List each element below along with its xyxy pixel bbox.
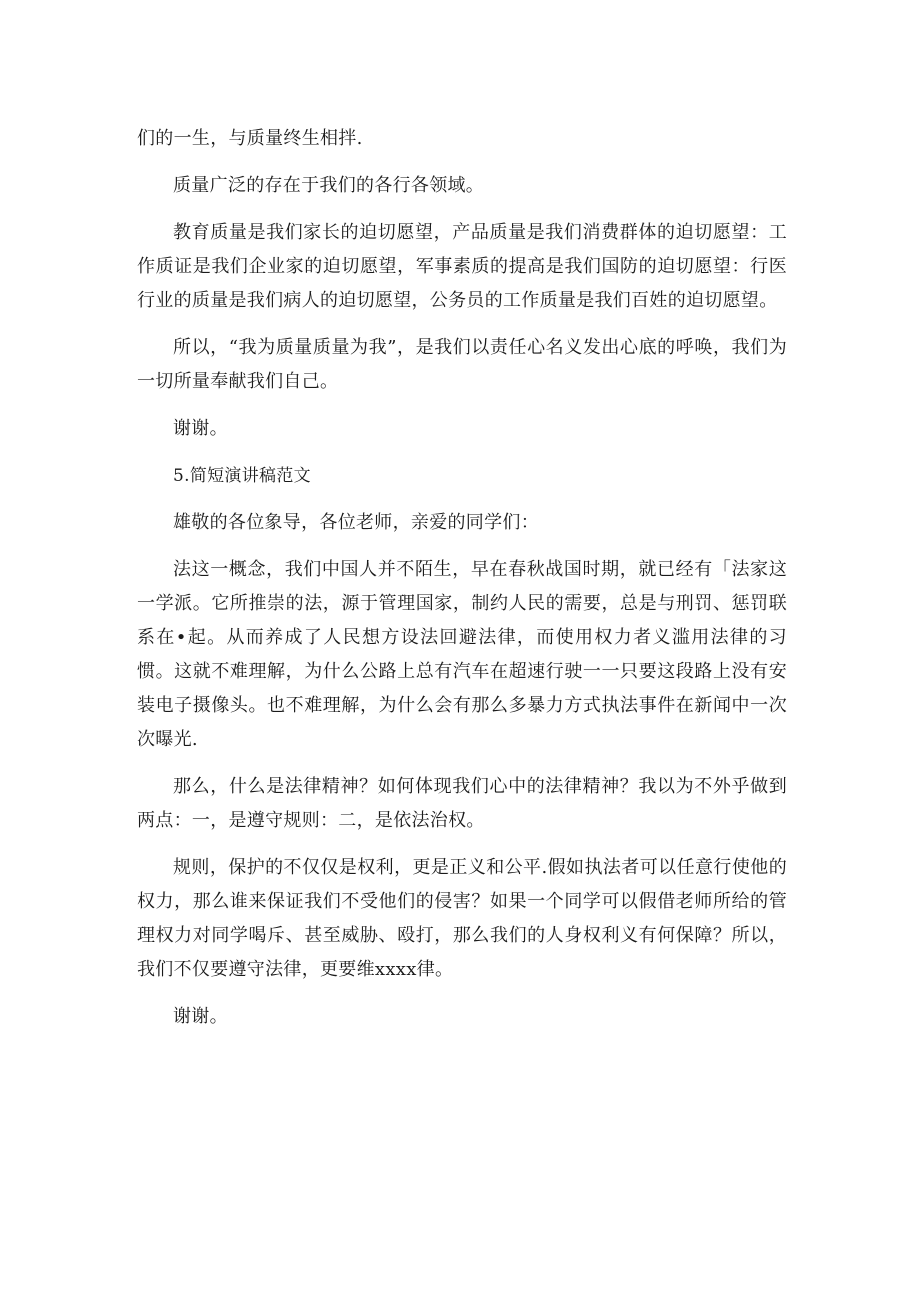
document-body [137, 122, 787, 1047]
section-heading: 5.简短演讲稿范文 [173, 466, 311, 486]
paragraph-quality-scope: 质量广泛的存在于我们的各行各领域。 [173, 175, 485, 196]
paragraph-rules: 规则，保护的不仅仅是权利，更是正义和公平.假如执法者可以任意行使他的权力，那么谁来保证我们不受他们的侵害？如果一个同学可以假借老师所给的管理权力对同学喝斥、甚至威胁、殴打，那么我们的人身权利义有何保障？所以，我们不仅要遵守法律，更要维xxxx律。 [137, 857, 787, 980]
paragraph-continuation: 们的一生，与质量终生相拌. [137, 128, 363, 149]
paragraph-law-spirit: 那么，什么是法律精神？如何体现我们心中的法律精神？我以为不外乎做到两点：一，是遵守规则：二，是依法治权。 [137, 776, 787, 831]
paragraph-thanks-1: 谢谢。 [173, 418, 228, 439]
paragraph-thanks-2: 谢谢。 [173, 1006, 228, 1027]
paragraph-quality-wishes: 教育质量是我们家长的迫切愿望，产品质量是我们消费群体的迫切愿望：工作质证是我们企业家的迫切愿望，军事素质的提高是我们国防的迫切愿望：行医行业的质量是我们病人的迫切愿望，公务员的工作质量是我们百姓的迫切愿望。 [137, 222, 787, 311]
paragraph-law-concept: 法这一概念，我们中国人并不陌生，早在春秋战国时期，就已经有「法家这一学派。它所推崇的法，源于管理国家，制约人民的需要，总是与刑罚、惩罚联系在•起。从而养成了人民想方设法回避法律，而使用权力者义滥用法律的习惯。这就不难理解，为什么公路上总有汽车在超速行驶一一只要这段路上没有安装电子摄像头。也不难理解，为什么会有那么多暴力方式执法事件在新闻中一次次曝光. [137, 559, 787, 750]
paragraph-salutation: 雄敬的各位象导，各位老师，亲爱的同学们： [173, 512, 539, 533]
paragraph-conclusion: 所以，“我为质量质量为我”，是我们以责任心名义发出心底的呼唤，我们为一切所量奉献我们自己。 [137, 337, 787, 392]
